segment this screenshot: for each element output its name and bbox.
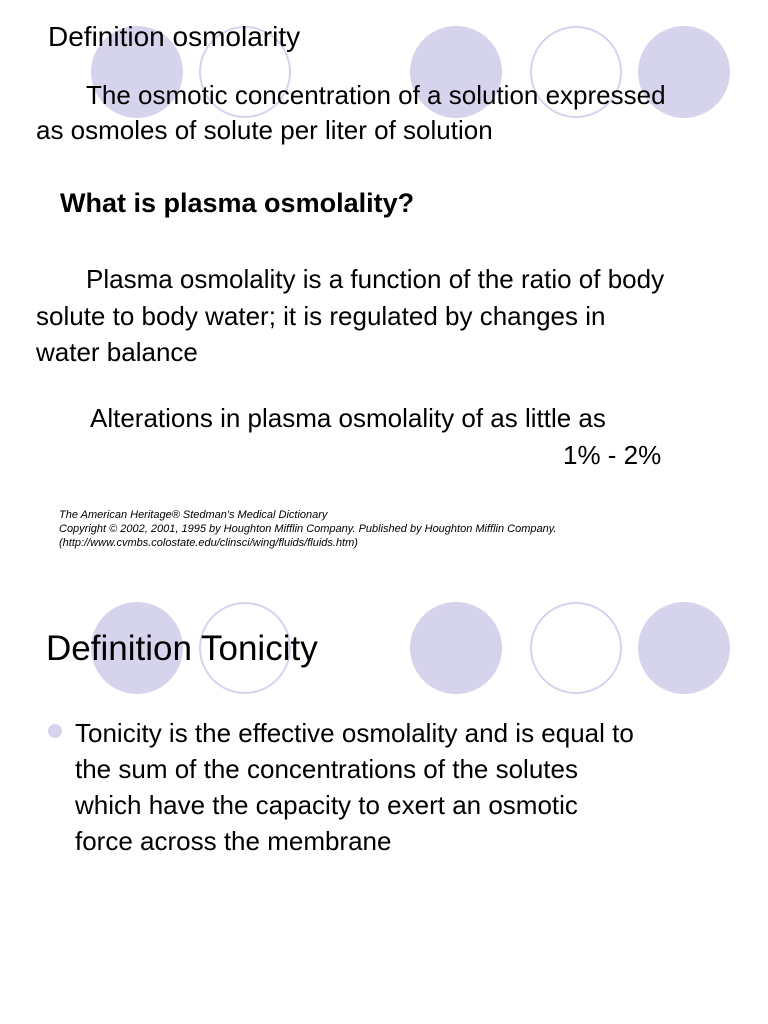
alteration-line-1: Alterations in plasma osmolality of as little as: [90, 403, 606, 433]
slide-title: Definition osmolarity: [48, 21, 301, 52]
plasma-line-1: Plasma osmolality is a function of the ratio of body: [86, 264, 665, 294]
bullet-line-2: the sum of the concentrations of the solutes: [75, 754, 578, 784]
alteration-line-2: 1% - 2%: [563, 440, 662, 470]
slide-title: Definition Tonicity: [46, 629, 318, 668]
question-heading: What is plasma osmolality?: [60, 188, 415, 218]
bullet-line-3: which have the capacity to exert an osmotic: [75, 790, 578, 820]
decor-circle-filled-6: [638, 602, 730, 694]
bullet-line-1: Tonicity is the effective osmolality and is equal to: [75, 718, 634, 748]
decor-circle-outline-4: [530, 602, 622, 694]
bullet-line-4: force across the membrane: [75, 826, 392, 856]
citation-line-3: (http://www.cvmbs.colostate.edu/clinsci/wing/fluids/fluids.htm): [59, 537, 358, 549]
decor-circle-filled-5: [410, 602, 502, 694]
definition-line-1: The osmotic concentration of a solution expressed: [86, 80, 666, 110]
citation-line-2: Copyright © 2002, 2001, 1995 by Houghton Mifflin Company. Published by Houghton Mifflin Company.: [59, 523, 557, 535]
bullet-icon: [48, 724, 62, 738]
plasma-line-2: solute to body water; it is regulated by changes in: [36, 301, 606, 331]
plasma-line-3: water balance: [36, 337, 198, 367]
slide-tonicity: [0, 512, 768, 1024]
definition-line-2: as osmoles of solute per liter of solution: [36, 115, 493, 145]
citation-line-1: The American Heritage® Stedman's Medical Dictionary: [59, 509, 328, 521]
